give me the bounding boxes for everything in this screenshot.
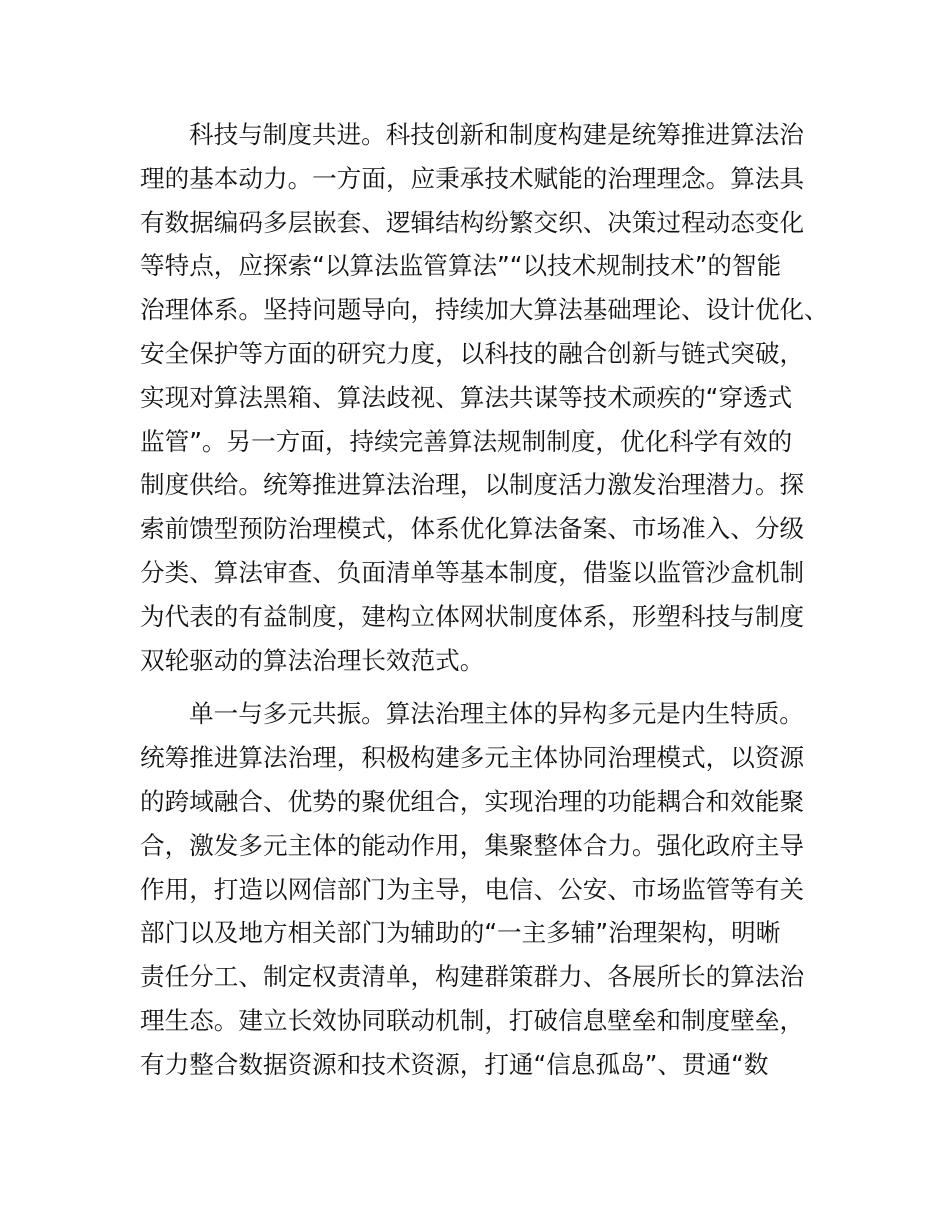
text-line: 作用，打造以网信部门为主导，电信、公安、市场监管等有关: [140, 874, 805, 904]
text-line: 分类、算法审查、负面清单等基本制度，借鉴以监管沙盒机制: [140, 557, 805, 587]
text-line: 监管”。另一方面，持续完善算法规制制度，优化科学有效的: [140, 426, 793, 456]
text-line: 实现对算法黑箱、算法歧视、算法共谋等技术顽疾的“穿透式: [140, 382, 793, 412]
text-line: 统筹推进算法治理，积极构建多元主体协同治理模式，以资源: [140, 743, 805, 773]
paragraph-single-and-multiple: [140, 692, 820, 1086]
text-line: 单一与多元共振。算法治理主体的异构多元是内生特质。: [189, 699, 804, 729]
text-line: 理的基本动力。一方面，应秉承技术赋能的治理理念。算法具: [140, 163, 805, 193]
text-line: 双轮驱动的算法治理长效范式。: [140, 645, 485, 675]
text-line: 制度供给。统筹推进算法治理，以制度活力激发治理潜力。探: [140, 470, 805, 500]
document-page: [140, 113, 829, 1087]
text-line: 安全保护等方面的研究力度，以科技的融合创新与链式突破，: [140, 338, 805, 368]
text-line: 部门以及地方相关部门为辅助的“一主多辅”治理架构，明晰: [140, 918, 781, 948]
text-line: 索前馈型预防治理模式，体系优化算法备案、市场准入、分级: [140, 514, 805, 544]
text-line: 为代表的有益制度，建构立体网状制度体系，形塑科技与制度: [140, 601, 805, 631]
text-line: 理生态。建立长效协同联动机制，打破信息壁垒和制度壁垒，: [140, 1005, 805, 1035]
text-line: 责任分工、制定权责清单，构建群策群力、各展所长的算法治: [140, 962, 805, 992]
text-line: 有力整合数据资源和技术资源，打通“信息孤岛”、贯通“数: [140, 1049, 769, 1079]
paragraph-tech-and-institutions: [140, 113, 829, 682]
text-line: 治理体系。坚持问题导向，持续加大算法基础理论、设计优化、: [140, 295, 829, 325]
text-line: 科技与制度共进。科技创新和制度构建是统筹推进算法治: [189, 120, 804, 149]
text-line: 等特点，应探索“以算法监管算法”“以技术规制技术”的智能: [140, 251, 782, 281]
text-line: 合，激发多元主体的能动作用，集聚整体合力。强化政府主导: [140, 830, 805, 860]
text-line: 有数据编码多层嵌套、逻辑结构纷繁交织、决策过程动态变化: [140, 207, 805, 237]
text-line: 的跨域融合、优势的聚优组合，实现治理的功能耦合和效能聚: [140, 786, 805, 816]
